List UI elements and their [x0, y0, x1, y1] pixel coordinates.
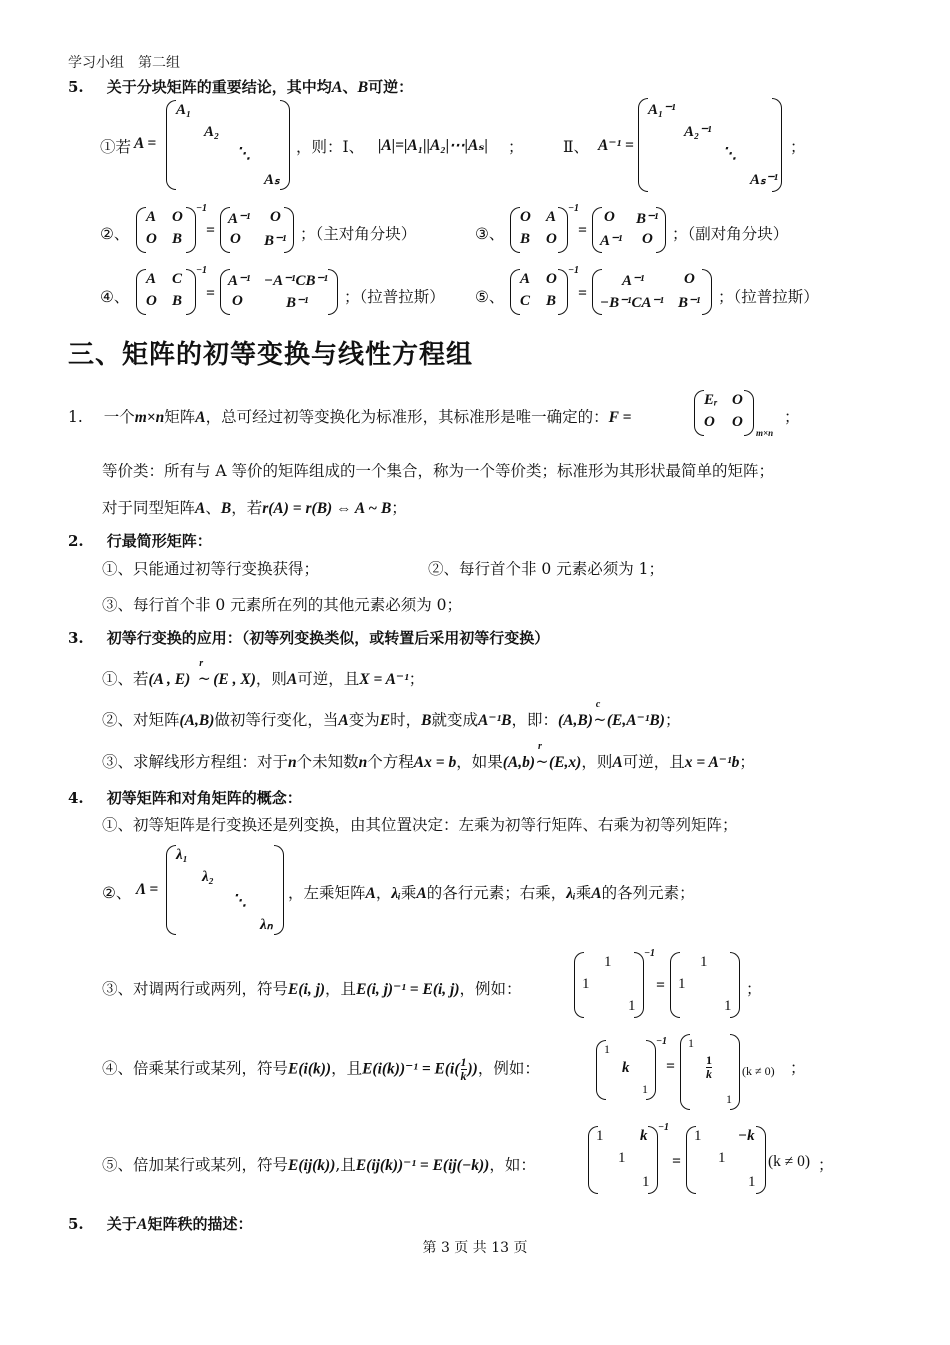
math: E(i(k)) — [288, 1060, 332, 1078]
text: 时， — [390, 711, 422, 729]
symbol-c: c — [595, 699, 601, 710]
matrix-entry: A⁻¹ — [622, 273, 645, 289]
math-A: A — [136, 1216, 148, 1233]
text: ，若 — [231, 499, 263, 517]
matrix-entry: 1 — [748, 1174, 756, 1190]
matrix-entry: 1 — [688, 1036, 694, 1050]
inverse-exponent: −1 — [644, 948, 656, 959]
equals: = — [578, 285, 587, 302]
math: (A , E) — [148, 671, 191, 688]
matrix-entry: O — [232, 293, 243, 309]
equals: = — [206, 285, 215, 302]
math: E(i(k))⁻¹ = E(i( — [362, 1060, 460, 1078]
tilde: ~ — [593, 711, 607, 729]
inverse-lhs: A⁻¹ = — [598, 137, 634, 154]
heading-text: 关于分块矩阵的重要结论，其中均 — [106, 78, 332, 96]
matrix-entry: B⁻¹ — [264, 233, 287, 249]
equals: = — [666, 1058, 675, 1075]
matrix-entry: Aₛ⁻¹ — [750, 172, 779, 188]
tilde: ~ — [197, 670, 211, 688]
inverse-exponent: −1 — [656, 1036, 668, 1047]
matrix-entry: A₂ — [204, 124, 220, 140]
item-4-heading — [68, 787, 302, 808]
matrix-entry: C — [520, 293, 531, 309]
matrix-entry: B — [172, 293, 183, 309]
lambda-lhs: Λ = — [136, 881, 159, 898]
label-5: ⑤、 — [475, 288, 505, 306]
add-matrix-inverse — [686, 1126, 766, 1194]
matrix-entry: O — [604, 209, 615, 225]
text: ，总可经过初等变换化为标准形，其标准形是唯一确定的： — [205, 408, 609, 426]
matrix-entry: −A⁻¹CB⁻¹ — [264, 273, 328, 289]
matrix-subscript: m×n — [756, 428, 774, 438]
math: E(i, j)⁻¹ = E(i, j) — [356, 981, 460, 998]
matrix-entry: 1 — [604, 1042, 610, 1056]
semicolon: ； — [790, 138, 806, 156]
swap-text — [102, 977, 522, 999]
text: ，如： — [489, 1156, 536, 1174]
equals: = — [206, 222, 215, 239]
matrix-entry: −k — [738, 1128, 755, 1144]
matrix-entry: 1 — [694, 1128, 702, 1144]
text: 个未知数 — [296, 753, 359, 771]
same-type-line — [102, 496, 407, 518]
matrix-entry: O — [684, 271, 695, 287]
math: Ax = b — [413, 754, 457, 771]
fraction-numerator: 1 — [706, 1053, 712, 1067]
note-laplace: ；（拉普拉斯） — [718, 288, 819, 306]
block-prefix: ①若 — [100, 138, 132, 156]
heading-text-end: 可逆： — [368, 78, 414, 96]
equivalence-class-text: 等价类：所有与 A 等价的矩阵组成的一个集合，称为一个等价类；标准形为其形状最简单的矩阵； — [102, 462, 775, 480]
matrix-entry: O — [732, 414, 743, 430]
block-diag-inverse-matrix — [638, 98, 782, 192]
matrix-4a — [136, 269, 196, 315]
inverse-exponent: −1 — [196, 203, 208, 214]
scale-text — [102, 1056, 540, 1083]
item-number: 1. — [68, 408, 83, 426]
page-header: 学习小组 第二组 — [68, 55, 180, 71]
matrix-entry: O — [270, 209, 281, 225]
item-5-heading — [68, 1213, 252, 1234]
math: A⁻¹B — [477, 712, 512, 729]
item-number: 4. — [68, 789, 84, 807]
math-A: A — [591, 885, 602, 902]
fraction-denominator: k — [706, 1067, 712, 1081]
item-3-heading — [68, 627, 549, 648]
text: ； — [408, 670, 425, 688]
column-equivalence-symbol — [593, 699, 607, 729]
matrix-entry: O — [704, 414, 715, 430]
matrix-2a — [136, 207, 196, 253]
math: )) — [467, 1060, 478, 1078]
text: 个方程 — [367, 753, 414, 771]
heading-text: 初等矩阵和对角矩阵的概念： — [106, 789, 302, 807]
separator: 、 — [342, 78, 358, 96]
matrix-entry: A₂⁻¹ — [684, 124, 712, 140]
text: ，即： — [511, 711, 559, 729]
heading-text: 初等行变换的应用：（初等列变换类似，或转置后采用初等行变换） — [106, 629, 550, 647]
text: ③、对调两行或两列，符号 — [102, 980, 289, 998]
math-A: A — [286, 671, 298, 688]
heading-text: 行最简形矩阵： — [106, 532, 212, 550]
text: ，且 — [331, 1059, 363, 1078]
text: 变为 — [348, 711, 380, 729]
equals: = — [672, 1153, 681, 1170]
row-equivalence-symbol — [195, 658, 213, 688]
matrix-entry: O — [146, 231, 157, 247]
text: ，且 — [325, 980, 357, 998]
math-A: A — [612, 754, 623, 771]
math-A: A — [195, 409, 206, 426]
note-anti-diagonal: ；（副对角分块） — [672, 225, 789, 243]
text: 矩阵 — [164, 408, 196, 426]
matrix-entry: 1 — [628, 998, 636, 1014]
roman-two: Ⅱ、 — [563, 138, 590, 156]
matrix-5a — [510, 269, 568, 315]
label-2: ②、 — [100, 225, 130, 243]
text: ； — [739, 753, 755, 771]
block-lhs: A = — [134, 135, 157, 152]
math-A: A — [365, 885, 376, 902]
text: ⑤、倍加某行或某列，符号 — [102, 1156, 289, 1174]
matrix-entry: O — [520, 209, 531, 225]
application-1 — [102, 658, 425, 689]
matrix-entry: 1 — [618, 1150, 626, 1166]
text: 乘 — [575, 884, 592, 902]
text: 一个 — [103, 408, 135, 426]
matrix-entry: 1 — [726, 1092, 732, 1106]
fraction-numerator: 1 — [460, 1055, 467, 1069]
matrix-4b — [220, 269, 338, 315]
semicolon: ； — [790, 1059, 806, 1077]
application-3 — [102, 741, 755, 772]
elementary-matrix-rule: ①、初等矩阵是行变换还是列变换，由其位置决定：左乘为初等行矩阵、右乘为初等列矩阵； — [102, 816, 738, 834]
math-E: E — [379, 712, 391, 729]
math: E(i, j) — [288, 981, 326, 998]
condition-k-nonzero: (k ≠ 0) — [768, 1153, 811, 1170]
item-number: 5. — [68, 1215, 84, 1233]
scale-matrix-inverse — [680, 1034, 740, 1110]
text: 的各行元素；右乘， — [426, 884, 567, 902]
text: ④、倍乘某行或某列，符号 — [102, 1059, 289, 1078]
add-matrix — [588, 1126, 658, 1194]
heading-text: 关于 — [106, 1215, 137, 1233]
text: ，如果 — [456, 753, 503, 771]
matrix-entry: 1 — [604, 954, 612, 970]
swap-matrix-inverse — [670, 952, 740, 1018]
matrix-entry: Eᵣ — [704, 392, 718, 408]
text: ，左乘矩阵 — [288, 884, 366, 902]
matrix-entry: k — [640, 1128, 648, 1144]
math: x = A⁻¹b — [684, 754, 740, 771]
section-heading: 三、矩阵的初等变换与线性方程组 — [68, 340, 474, 370]
matrix-entry: 1 — [596, 1128, 604, 1144]
matrix-entry: A⁻¹ — [600, 233, 623, 249]
diag-label: ②、 — [102, 884, 132, 902]
matrix-entry: 1 — [582, 976, 590, 992]
matrix-entry: A — [520, 271, 531, 287]
text: ，则 — [581, 753, 613, 771]
text: ； — [391, 499, 407, 517]
math-A: A — [416, 885, 427, 902]
math: (A,B) — [558, 712, 593, 729]
equals: = — [656, 977, 665, 994]
math: E(ij(k)) — [288, 1157, 336, 1174]
text: 、 — [205, 499, 221, 517]
matrix-entry: ⋱ — [722, 146, 737, 162]
rule-1: ①、只能通过初等行变换获得； — [102, 560, 320, 578]
heading-text-end: 矩阵秩的描述： — [147, 1215, 253, 1233]
math-mxn: m×n — [134, 409, 165, 426]
text: 对于同型矩阵 — [102, 499, 196, 517]
inverse-exponent: −1 — [196, 265, 208, 276]
determinant-formula: |A|=|A₁||A₂|⋯|Aₛ| — [378, 137, 488, 154]
note-main-diagonal: ；（主对角分块） — [300, 225, 417, 243]
note-laplace: ；（拉普拉斯） — [344, 288, 445, 306]
symbol-r: r — [538, 741, 542, 752]
text: 乘 — [400, 884, 417, 902]
math-B: B — [357, 79, 369, 96]
matrix-entry: 1 — [642, 1082, 648, 1096]
equals: = — [578, 222, 587, 239]
matrix-entry: λ₂ — [202, 869, 214, 885]
inverse-exponent: −1 — [658, 1122, 670, 1133]
matrix-entry: B⁻¹ — [678, 295, 701, 311]
matrix-entry: k — [622, 1060, 630, 1076]
matrix-entry: −B⁻¹CA⁻¹ — [600, 295, 664, 311]
matrix-3a — [510, 207, 568, 253]
matrix-entry: O — [146, 293, 157, 309]
rank-condition: r(A) = r(B) ⇔ A ~ B — [262, 500, 392, 517]
semicolon: ； — [746, 980, 762, 998]
math: (E,x) — [549, 754, 582, 771]
tilde: ~ — [535, 753, 549, 771]
matrix-entry: A — [146, 209, 157, 225]
matrix-3b — [592, 207, 666, 253]
matrix-entry: Aₛ — [264, 172, 280, 188]
math: (A,b) — [502, 754, 536, 771]
semicolon: ； — [818, 1156, 834, 1174]
matrix-entry: ⋱ — [236, 146, 251, 162]
label-4: ④、 — [100, 288, 130, 306]
label-3: ③、 — [475, 225, 505, 243]
text: ，则 — [255, 670, 287, 688]
section-5-heading — [68, 76, 413, 97]
matrix-entry: ⋱ — [232, 893, 247, 909]
math-A: A — [195, 500, 206, 517]
matrix-entry: A⁻¹ — [228, 211, 251, 227]
text: 可逆，且 — [297, 670, 360, 688]
text: ②、对矩阵 — [102, 711, 180, 729]
block-diag-matrix — [166, 100, 290, 190]
matrix-entry: λₙ — [260, 917, 273, 933]
math-A: A — [338, 712, 349, 729]
math: (A,B) — [179, 712, 215, 729]
fraction-one-over-k — [461, 1056, 467, 1083]
text: 可逆，且 — [622, 753, 685, 771]
matrix-entry: O — [642, 231, 653, 247]
scale-matrix — [596, 1040, 656, 1100]
add-text — [102, 1153, 536, 1175]
text: ，例如： — [459, 980, 522, 998]
matrix-5b — [592, 269, 712, 315]
math: E(ij(k))⁻¹ = E(ij(−k)) — [355, 1157, 490, 1174]
matrix-entry: B — [520, 231, 531, 247]
text: ①、若 — [102, 670, 149, 688]
math-B: B — [421, 712, 432, 729]
matrix-entry: 1 — [700, 954, 708, 970]
item-1-line — [68, 405, 631, 427]
matrix-entry: O — [546, 231, 557, 247]
application-2 — [102, 699, 681, 730]
math-n: n — [358, 754, 368, 771]
item-number: 3. — [68, 629, 84, 647]
matrix-entry: B⁻¹ — [636, 211, 659, 227]
text: 的各列元素； — [601, 884, 695, 902]
text: 做初等行变化，当 — [214, 711, 339, 729]
condition-k-nonzero: (k ≠ 0) — [742, 1064, 775, 1078]
math-F: F = — [608, 409, 632, 426]
matrix-entry: A — [546, 209, 557, 225]
math-B: B — [220, 500, 232, 517]
matrix-entry: O — [230, 231, 241, 247]
matrix-entry: A — [146, 271, 157, 287]
diag-multiply-text — [288, 881, 695, 903]
semicolon: ； — [508, 138, 524, 156]
math: (E,A⁻¹B) — [606, 712, 665, 729]
inverse-exponent: −1 — [568, 203, 580, 214]
text: ； — [664, 711, 681, 729]
matrix-entry: O — [546, 271, 557, 287]
item-number: 5. — [68, 78, 84, 96]
matrix-entry: B — [546, 293, 557, 309]
text: ，例如： — [477, 1059, 540, 1078]
matrix-entry: C — [172, 271, 183, 287]
fraction-denominator: k — [460, 1069, 467, 1083]
inverse-exponent: −1 — [568, 265, 580, 276]
standard-form-matrix — [694, 390, 754, 436]
math-n: n — [288, 754, 297, 771]
rule-3: ③、每行首个非 0 元素所在列的其他元素必须为 0； — [102, 596, 463, 614]
diagonal-matrix — [166, 845, 284, 935]
symbol-r: r — [199, 658, 204, 669]
text: 就变成 — [431, 711, 478, 729]
matrix-entry: A₁⁻¹ — [648, 102, 676, 118]
matrix-entry: B — [172, 231, 183, 247]
math: (E , X) — [213, 671, 256, 688]
text: ， — [375, 884, 392, 902]
swap-matrix — [574, 952, 644, 1018]
matrix-entry: B⁻¹ — [286, 295, 309, 311]
matrix-entry: 1 — [718, 1150, 726, 1166]
matrix-entry: λ₁ — [176, 847, 188, 863]
fraction-one-over-k — [706, 1054, 712, 1081]
matrix-entry: O — [732, 392, 743, 408]
item-2-heading — [68, 530, 212, 551]
matrix-entry: A₁ — [176, 102, 192, 118]
item-number: 2. — [68, 532, 84, 550]
math-lambda: λᵢ — [391, 885, 401, 902]
matrix-entry: 1 — [724, 998, 732, 1014]
matrix-entry: 1 — [678, 976, 686, 992]
math-lambda: λᵢ — [566, 885, 576, 902]
row-equivalence-symbol — [535, 741, 549, 771]
matrix-entry: A⁻¹ — [228, 273, 251, 289]
then-text: ，则：Ⅰ、 — [296, 138, 365, 156]
math-A: A — [331, 79, 343, 96]
page-footer: 第 3 页 共 13 页 — [422, 1240, 528, 1256]
rule-2: ②、每行首个非 0 元素必须为 1； — [428, 560, 665, 578]
matrix-entry: 1 — [642, 1174, 650, 1190]
text: ,且 — [335, 1156, 356, 1174]
text: ③、求解线形方程组：对于 — [102, 753, 289, 771]
matrix-2b — [220, 207, 294, 253]
math: X = A⁻¹ — [359, 671, 409, 688]
matrix-entry: O — [172, 209, 183, 225]
semicolon: ； — [784, 408, 800, 426]
